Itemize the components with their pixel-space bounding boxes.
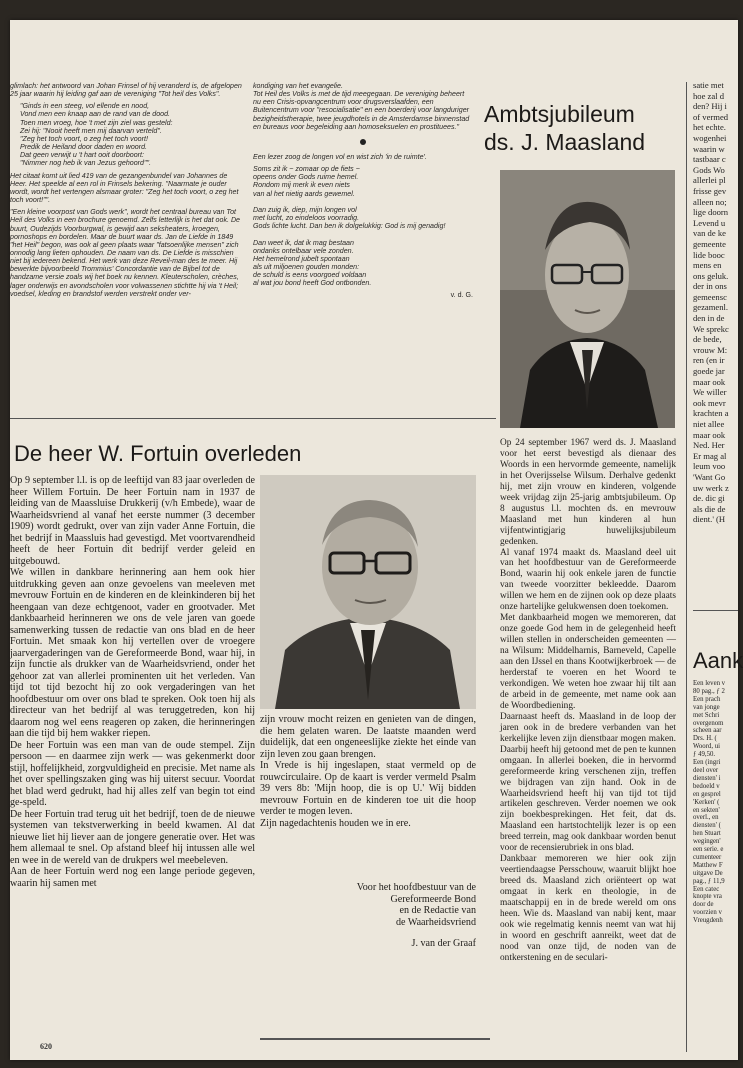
poem-column-paragraph: "Een kleine voorpost van Gods werk", wordt het centraal bureau van Tot Heil des Volks in een brochure genoemd. Zelfs letterlijk is het dat ook. De buurt, Oudezijds Voorburgwal, is gewijd aan seksheaters, kroegen, pornoshops en bordelen. Maar de buurt waar ds. Jan de Liefde in 1849 "het Heil" begon, was ook al geen plaats waar "fatsoenlijke mensen" zich onnodig lang lieten ophouden. De naam van ds. De Liefde is misschien niet bij iedereen bekend. Het werk van deze Reveil-man des te meer. Hij bewerkte bijvoorbeeld Trommius' Concordantie van de Bijbel tot de handzame versie zoals wij het boek nu kennen. Kleuterscholen, crèches, lager onderwijs en avondscholen voor volwassenen stichtte hij via 't Heil; voedsel, kleding en brandstof werden verstrekt onder ver- bbox=[10, 208, 241, 298]
fortuin-signer: J. van der Graaf bbox=[411, 938, 476, 949]
maasland-article-text: Op 24 september 1967 werd ds. J. Maasland voor het eerst bevestigd als dienaar des Woords in een hervormde gemeente, namelijk in het Overijsselse Wilsum. Derhalve gedenkt hij, met zijn vrouw en kinderen, volgende week vrijdag zijn 25-jarig ambtsjubileum. Op 8 augustus l.l. mochten ds. en mevrouw Maasland met hun kinderen al hun vijfentwintigjarig huwelijksjubileum gedenken. Al vanaf 1974 maakt ds. Maasland deel uit van het hoofdbestuur van de Gereformeerde Bond, waarin hij ook enkele jaren de functie van tweede voorzitter bekleedde. Daarom willen we hem en de zijnen ook op deze plaats onze hartelijke gelukwensen doen toekomen. Met dankbaarheid mogen we memoreren, dat onze goede God hem in de gelegenheid heeft willen stellen in onderscheiden gemeenten — na Wilsum: Middelharnis, Barneveld, Capelle aan den IJssel en thans Kootwijkerbroek — de herderstaf te voeren en het Woord te verkondigen. We weten hoe zwaar hij tilt aan de arbeid in de gemeente, met name ook aan de Woordbediening. Daarnaast heeft ds. Maasland in de loop der jaren ook in de bredere verbanden van het kerkelijke leven zijn dienstbaar mogen maken. Daarbij heeft hij getoond met de pen te kunnen omgaan. In allerlei boeken, die in hervormd gereformeerde kring verschenen zijn, treffen we bijdragen van zijn hand. Ook in de Waarheidsvriend heeft hij van tijd tot tijd artikelen geschreven. Verder noemen we ook zijn boekbesprekingen. Het feit, dat ds. Maasland een hartstochtelijk lezer is op een breed terrein, mag ook dankbaar worden benut voor de recensierubriek in ons blad. Dankbaar memoreren we hier ook zijn veertiendaagse Persschouw, waaruit blijkt hoe breed ds. Maasland zich oriënteert op wat omgaat in kerk en theologie, in de maatschappij en in de brede wereld om ons heen. Wie ds. Maasland van nabij kent, maar ook wie regelmatig kennis neemt van wat hij in woord en geschrift aanreikt, weet dat de nood van onze tijd, de noden van de ontkerstening en de seculari- bbox=[500, 438, 676, 963]
column-divider bbox=[686, 82, 687, 1052]
middle-column-signature: v. d. G. bbox=[450, 291, 473, 300]
maasland-text bbox=[500, 438, 676, 1038]
poem-column-paragraph: Het citaat komt uit lied 419 van de gezangenbundel van Johannes de Heer. Het speelde al een rol in Frinsels bekering. "Naarmate je ouder wordt, wordt het vertengen alsmaar groter: "Zeg het toch voort, o zeg het toch voort!"". bbox=[10, 171, 239, 205]
fortuin-article-text: zijn vrouw mocht reizen en genieten van de dingen, die hem gelaten waren. De laatste maanden werd duidelijk, dat een ongeneeslijke ziekte het einde van zijn leven zou gaan brengen. In Vrede is hij ingeslapen, staat vermeld op de rouwcirculaire. Op de kaart is verder vermeld Psalm 39 vers 8b: 'Mijn hoop, die is op U.' Wij bidden mevrouw Fortuin en de kinderen toe uit die hoop verder te mogen leven. Zijn nagedachtenis houden we in ere. bbox=[260, 714, 476, 829]
fortuin-right-text bbox=[260, 714, 476, 884]
newspaper-page bbox=[10, 20, 743, 1060]
article-end-rule bbox=[260, 1038, 490, 1040]
middle-column-paragraph: Een lezer zoog de longen vol en wist zich 'in de ruimte'. bbox=[253, 152, 427, 161]
page-number: 620 bbox=[40, 1042, 52, 1051]
middle-column bbox=[253, 82, 473, 412]
maasland-portrait-photo bbox=[500, 170, 675, 428]
middle-column-paragraph: kondiging van het evangelie. Tot Heil des Volks is met de tijd meegegaan. De vereniging beheert nu een Crisis-opvangcentrum voor drugsverslaafden, een Buitencentrum voor "resocialisatie" en een boerderij voor langduriger bezigheidstherapie, twee jeugdhotels in de Amsterdamse binnenstad en bureaus voor begeleiding aan homoseksuelen en prostituees." bbox=[253, 82, 470, 131]
fortuin-attribution-text: Voor het hoofdbestuur van de Gereformeerde Bond en de Redactie van de Waarheidsvriend bbox=[356, 882, 476, 928]
fortuin-attribution bbox=[260, 882, 476, 972]
maasland-headline-line2: ds. J. Maasland bbox=[484, 129, 646, 155]
right-column-small-text: Een leven v 80 pag., ƒ 2 Een prach van jonge met Schri overgenom scheen aar Drs. H. ( Woord, ui ƒ 49,50. Een (ingri deel over diensten' i bedoeld v en gesprel 'Kerken' ( en sekten' overl., en diensten' ( hen Stuart wegingen' een serie. e cumenteer Matthew F uitgave De pag., ƒ 11,9 Een catec knopte vra door de voorzien v Vreugdenh bbox=[693, 680, 726, 925]
maasland-headline-line1: Ambtsjubileum bbox=[484, 101, 635, 127]
right-column-rule bbox=[693, 610, 738, 611]
middle-column-verse: Soms zit ik ~ zomaar op de fiets ~ opeens onder Gods ruime hemel. Rondom mij merk ik even niets van al het nietig aards gewemel. Dan zuig ik, diep, mijn longen vol met lucht, zo eindeloos voorradig. Gods lichte lucht. Dan ben ik dolgelukkig: God is mij genadig! Dan weet ik, dat ik mag bestaan ondanks ontelbaar vele zonden. Het hemelrond jubelt spontaan als uit miljoenen gouden monden: de schuld is eens voorgoed voldaan al wat jou bond heeft God ontbonden. bbox=[253, 165, 446, 288]
fortuin-left-text bbox=[10, 475, 255, 1035]
poem-column bbox=[10, 82, 243, 412]
right-column-text: satie met hoe zal d den? Hij i of vermed het echte. wogenhei waarin w tastbaar c Gods Wo allerlei pl frisse gev alleen no; lige doorn Levend u van de ke gemeente lide booc mens en ons geluk. der in ons gemeensc gezamenl. den in de We sprekc de bede, vrouw M: ren (en ir goede jar maar ook We willer ook mevr krachten a niet allee maar ook Ned. Her Er mag al leum voo 'Want Go uw werk z de. dic gi als die de dient.' (H bbox=[693, 80, 729, 525]
right-column-heading: Aank bbox=[693, 648, 743, 673]
section-divider bbox=[10, 418, 496, 419]
fortuin-article-text: Op 9 september l.l. is op de leeftijd van 83 jaar overleden de heer Willem Fortuin. De heer Fortuin nam in 1937 de leiding van de Maassluise Drukkerij (v/h Embede), waar de Waarheidsvriend al vanaf het eerste nummer (3 december 1909) wordt gedrukt, over van zijn vader Anne Fortuin, die het bedrijf in Maassluis had gevestigd. Met voortvarendheid heeft de heer Fortuin dit bedrijf verder geleid en uitgebouwd. We willen in dankbare herinnering aan hem ook hier uitdrukking geven aan onze gevoelens van meeleven met mevrouw Fortuin en de kinderen en de kleinkinderen bij het heengaan van deze echtgenoot, vader en grootvader. Met dankbaarheid herinneren we ons de vele jaren van goede samenwerking tussen de redactie van ons blad en de heer Fortuin. Met smaak kon hij vertellen over de vroegere jaarvergaderingen van de Gereformeerde Bond, waar hij, in zijn functie als drukker van de Waarheidsvriend, onder het gehoor zat van allerlei prominenten uit het verleden. Van tijd tot tijd bezocht hij zo ook vergaderingen van het hoofdbestuur om over ons blad te spreken. Ook toen hij als directeur van het bedrijf al was teruggetreden, kon hij daarom nog wel eens reageren op zaken, die herinneringen aan die tijd bij hem wakker riepen. De heer Fortuin was een man van de oude stempel. Zijn persoon — en daarmee zijn werk — was gekenmerkt door stijl, hoffelijkheid, zorgvuldigheid en precisie. Met name als het over spellingszaken ging was hij uiterst secuur. Voordat het blad werd gedrukt, had hij alles zelf van begin tot eind ge-speld. De heer Fortuin trad terug uit het bedrijf, toen de de nieuwe systemen van tekstverwerking in beeld kwamen. Al dat nieuwe liet hij liever aan de jongere generatie over. Het was hem allemaal te snel. Op afstand bleef hij intussen alle wel en wee in de wereld van de drukpers wel meebeleven. Aan de heer Fortuin werd nog een lange periode gegeven, waarin hij samen met bbox=[10, 475, 255, 889]
poem-column-lead: glimlach: het antwoord van Johan Frinsel of hij veranderd is, de afgelopen 25 jaar waarin hij leiding gaf aan de vereniging "Tot heil des Volks". bbox=[10, 82, 242, 99]
fortuin-portrait-photo bbox=[260, 475, 476, 709]
poem-column-verse: "Ginds in een steeg, vol ellende en nood, Vond men een knaap aan de rand van de dood. Toen men vroeg, hoe 't met zijn ziel was gesteld: Zei hij: "Nooit heeft men mij daarvan verteld". "Zeg het toch voort, o zeg het toch voort! Predik de Heiland door daden en woord. Dat geen verwijt u 't hart ooit doorboort: "Nimmer nog heb ik van Jezus gehoord"". bbox=[20, 102, 173, 168]
fortuin-headline: De heer W. Fortuin overleden bbox=[14, 441, 302, 466]
separator-bullet bbox=[360, 139, 366, 145]
maasland-headline bbox=[484, 100, 684, 166]
